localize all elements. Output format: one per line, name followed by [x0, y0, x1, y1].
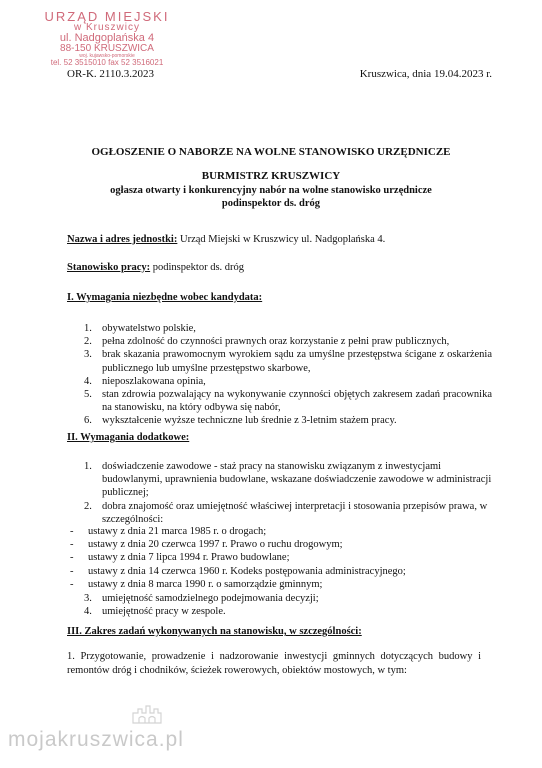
item-text: doświadczenie zawodowe - staż pracy na stanowisku związanym z inwestycjami budowlanymi, uprawnienia budowlane, wskazane doświadczenie zawodowe w administracji publicznej;: [102, 461, 492, 499]
stamp-line: w Kruszwicy: [73, 22, 140, 33]
stamp-line: 88-150 KRUSZWICA: [60, 43, 154, 54]
position-label: Stanowisko pracy:: [67, 262, 151, 273]
item-number: 3.: [84, 349, 92, 361]
document-date: Kruszwica, dnia 19.04.2023 r.: [359, 68, 492, 80]
section1-heading: [67, 292, 262, 303]
section2-heading-text: II. Wymagania dodatkowe:: [67, 432, 190, 443]
unit-line: [67, 234, 385, 245]
subtitle-mayor: BURMISTRZ KRUSZWICY: [201, 170, 341, 182]
castle-logo-icon: [130, 703, 164, 725]
item-text: brak skazania prawomocnym wyrokiem sądu za umyślne przestępstwa ścigane z oskarżenia publicznego lub umyślne przestępstwo skarbowe,: [102, 349, 492, 374]
list-item: [84, 388, 492, 414]
item-text: nieposzlakowana opinia,: [102, 375, 206, 387]
item-text: dobra znajomość oraz umiejętność właściwej interpretacji i stosowania przepisów prawa, w szczególności:: [102, 500, 488, 525]
item-text: wykształcenie wyższe techniczne lub średnie z 3-letnim stażem pracy.: [102, 415, 397, 427]
section1-heading-text: I. Wymagania niezbędne wobec kandydata:: [67, 292, 263, 303]
law-text: ustawy z dnia 7 lipca 1994 r. Prawo budowlane;: [88, 552, 290, 564]
list-item: [84, 592, 492, 605]
item-text: stan zdrowia pozwalający na wykonywanie czynności objętych zakresem zadań pracownika na stanowisku, na który odbywa się nabór,: [102, 389, 492, 414]
list-item: [84, 322, 492, 335]
section2-list-cont: [84, 592, 492, 618]
stamp-line: woj. kujawsko-pomorskie: [79, 53, 135, 59]
law-list: [70, 525, 490, 591]
item-text: pełna zdolność do czynności prawnych oraz korzystanie z pełni praw publicznych,: [102, 336, 450, 348]
section2-list: [84, 460, 492, 526]
list-item: [84, 605, 492, 618]
section3-heading-text: III. Zakres zadań wykonywanych na stanowisku, w szczególności:: [67, 626, 362, 637]
office-stamp: [36, 10, 178, 70]
item-number: 4.: [84, 375, 92, 387]
section2-heading: [67, 432, 189, 443]
subtitle-announcement: ogłasza otwarty i konkurencyjny nabór na wolne stanowisko urzędnicze: [110, 185, 432, 196]
stamp-line: ul. Nadgoplańska 4: [59, 32, 155, 44]
list-item: [84, 335, 492, 348]
list-item: [84, 348, 492, 374]
item-number: 6.: [84, 415, 92, 427]
unit-label: Nazwa i adres jednostki:: [67, 234, 178, 245]
item-number: 2.: [84, 500, 92, 512]
law-item: - ustawy z dnia 21 marca 1985 r. o drogach;: [70, 525, 490, 538]
section3-heading: [67, 626, 362, 637]
subtitle-position: podinspektor ds. dróg: [221, 198, 321, 209]
law-item: - ustawy z dnia 20 czerwca 1997 r. Prawo o ruchu drogowym;: [70, 538, 490, 551]
item-text: obywatelstwo polskie,: [102, 323, 196, 334]
law-text: ustawy z dnia 21 marca 1985 r. o drogach;: [88, 526, 267, 537]
item-number: 2.: [84, 336, 92, 348]
law-text: ustawy z dnia 20 czerwca 1997 r. Prawo o ruchu drogowym;: [88, 539, 343, 551]
law-text: ustawy z dnia 14 czerwca 1960 r. Kodeks postępowania administracyjnego;: [88, 565, 406, 577]
unit-value: Urząd Miejski w Kruszwicy ul. Nadgoplańska 4.: [177, 234, 386, 245]
section1-list: [84, 322, 492, 428]
watermark-text: mojakruszwica.pl: [8, 728, 184, 751]
law-item: - ustawy z dnia 14 czerwca 1960 r. Kodeks postępowania administracyjnego;: [70, 565, 490, 578]
stamp-line: URZĄD MIEJSKI: [44, 9, 170, 24]
document-title: OGŁOSZENIE O NABORZE NA WOLNE STANOWISKO URZĘDNICZE: [91, 146, 451, 158]
law-item: - ustawy z dnia 7 lipca 1994 r. Prawo budowlane;: [70, 551, 490, 564]
law-text: ustawy z dnia 8 marca 1990 r. o samorządzie gminnym;: [88, 578, 323, 590]
item-number: 3.: [84, 593, 92, 604]
item-text: umiejętność samodzielnego podejmowania decyzji;: [102, 593, 319, 604]
item-number: 1.: [84, 461, 92, 472]
position-line: [67, 262, 244, 273]
item-text: umiejętność pracy w zespole.: [102, 606, 226, 618]
item-number: 1.: [84, 323, 92, 334]
list-item: [84, 500, 492, 526]
list-item: [84, 460, 492, 500]
item-number: 4.: [84, 606, 92, 618]
reference-number: OR-K. 2110.3.2023: [67, 68, 154, 80]
stamp-line: tel. 52 3515010 fax 52 3516021: [50, 58, 164, 67]
list-item: [84, 414, 492, 427]
law-item: - ustawy z dnia 8 marca 1990 r. o samorządzie gminnym;: [70, 578, 490, 591]
section3-paragraph: 1. Przygotowanie, prowadzenie i nadzorowanie inwestycji gminnych dotyczących budowy i remontów dróg i chodników, ścieżek rowerowych, obiektów mostowych, w tym:: [67, 651, 481, 676]
position-value: podinspektor ds. dróg: [150, 262, 245, 273]
item-number: 5.: [84, 389, 92, 401]
list-item: [84, 375, 492, 388]
